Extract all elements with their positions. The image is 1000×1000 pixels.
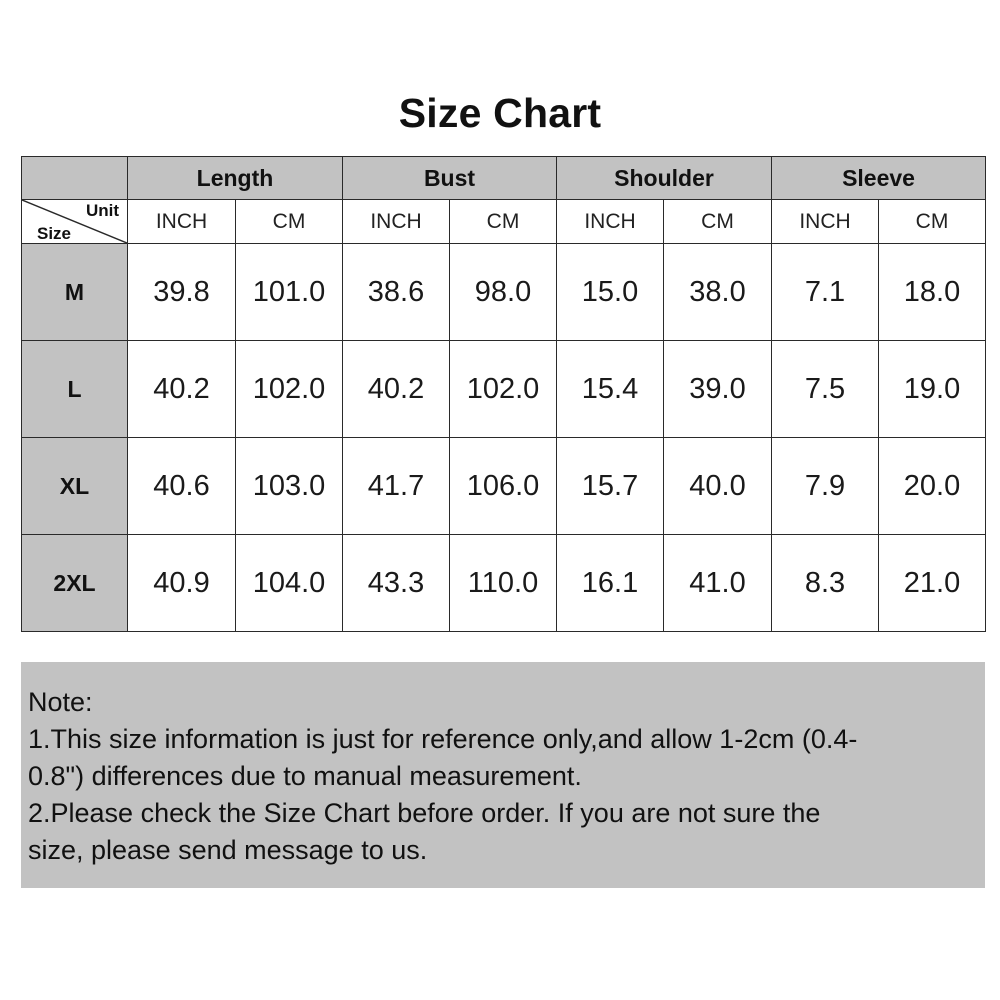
length-inch-value: 39.8 — [128, 244, 236, 341]
note-line: 2.Please check the Size Chart before order. If you are not sure the — [28, 798, 821, 828]
unit-length-cm: CM — [236, 200, 343, 244]
length-cm-value: 102.0 — [236, 341, 343, 438]
bust-inch-value: 43.3 — [343, 535, 450, 632]
note-box — [21, 662, 985, 888]
group-header-row — [22, 157, 986, 200]
sleeve-cm-value: 21.0 — [879, 535, 986, 632]
unit-sleeve-inch: INCH — [772, 200, 879, 244]
size-label-xl: XL — [22, 438, 128, 535]
note-heading: Note: — [28, 687, 93, 717]
shoulder-inch-value: 15.0 — [557, 244, 664, 341]
note-line: 1.This size information is just for reference only,and allow 1-2cm (0.4- — [28, 724, 858, 754]
shoulder-inch-value: 15.7 — [557, 438, 664, 535]
table-row-xl — [22, 438, 986, 535]
length-inch-value: 40.2 — [128, 341, 236, 438]
corner-unit-label: Unit — [85, 201, 119, 220]
table-row-m — [22, 244, 986, 341]
sleeve-inch-value: 7.1 — [772, 244, 879, 341]
unit-bust-cm: CM — [450, 200, 557, 244]
shoulder-cm-value: 40.0 — [664, 438, 772, 535]
corner-spacer — [22, 157, 128, 200]
bust-inch-value: 38.6 — [343, 244, 450, 341]
bust-inch-value: 41.7 — [343, 438, 450, 535]
unit-length-inch: INCH — [128, 200, 236, 244]
length-cm-value: 103.0 — [236, 438, 343, 535]
unit-shoulder-inch: INCH — [557, 200, 664, 244]
sleeve-cm-value: 20.0 — [879, 438, 986, 535]
shoulder-cm-value: 38.0 — [664, 244, 772, 341]
group-header-bust: Bust — [343, 157, 557, 200]
shoulder-inch-value: 15.4 — [557, 341, 664, 438]
note-line: size, please send message to us. — [28, 835, 428, 865]
sleeve-inch-value: 8.3 — [772, 535, 879, 632]
bust-inch-value: 40.2 — [343, 341, 450, 438]
table-row-2xl — [22, 535, 986, 632]
length-inch-value: 40.6 — [128, 438, 236, 535]
length-cm-value: 101.0 — [236, 244, 343, 341]
size-chart-table — [21, 156, 986, 632]
bust-cm-value: 102.0 — [450, 341, 557, 438]
sleeve-cm-value: 19.0 — [879, 341, 986, 438]
page-title: Size Chart — [398, 90, 602, 136]
bust-cm-value: 98.0 — [450, 244, 557, 341]
shoulder-inch-value: 16.1 — [557, 535, 664, 632]
size-label-m: M — [22, 244, 128, 341]
group-header-shoulder: Shoulder — [557, 157, 772, 200]
group-header-length: Length — [128, 157, 343, 200]
length-cm-value: 104.0 — [236, 535, 343, 632]
unit-size-corner-cell — [22, 200, 128, 244]
corner-size-label: Size — [37, 224, 72, 243]
bust-cm-value: 106.0 — [450, 438, 557, 535]
size-label-2xl: 2XL — [22, 535, 128, 632]
length-inch-value: 40.9 — [128, 535, 236, 632]
sleeve-inch-value: 7.5 — [772, 341, 879, 438]
shoulder-cm-value: 41.0 — [664, 535, 772, 632]
unit-header-row — [22, 200, 986, 244]
unit-shoulder-cm: CM — [664, 200, 772, 244]
table-row-l — [22, 341, 986, 438]
sleeve-cm-value: 18.0 — [879, 244, 986, 341]
group-header-sleeve: Sleeve — [772, 157, 986, 200]
bust-cm-value: 110.0 — [450, 535, 557, 632]
size-label-l: L — [22, 341, 128, 438]
shoulder-cm-value: 39.0 — [664, 341, 772, 438]
unit-sleeve-cm: CM — [879, 200, 986, 244]
unit-bust-inch: INCH — [343, 200, 450, 244]
note-line: 0.8") differences due to manual measurement. — [28, 761, 582, 791]
sleeve-inch-value: 7.9 — [772, 438, 879, 535]
